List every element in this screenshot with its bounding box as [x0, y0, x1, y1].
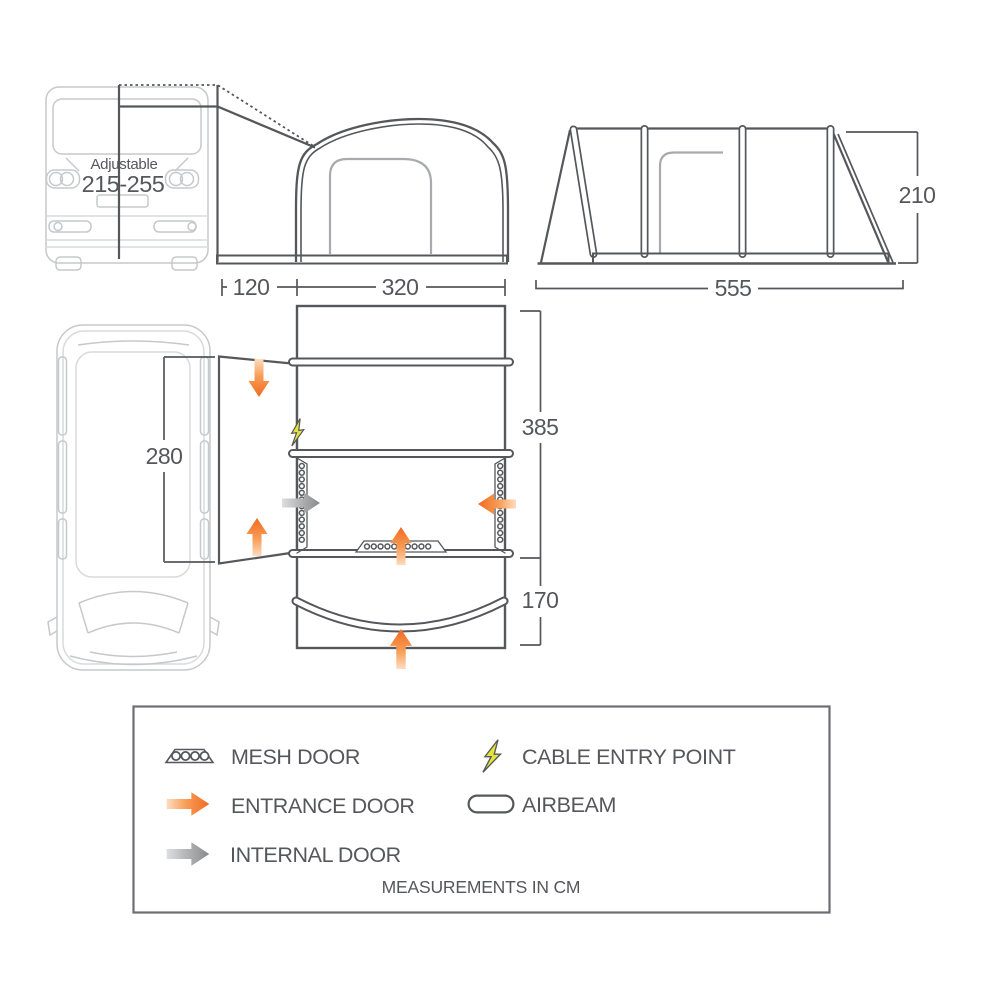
legend-airbeam-label: AIRBEAM	[522, 793, 616, 817]
legend-cable-entry-label: CABLE ENTRY POINT	[522, 745, 736, 769]
left-guy-line	[541, 130, 570, 263]
mesh-door-icon	[166, 750, 213, 763]
legend-entrance-door-label: ENTRANCE DOOR	[231, 794, 415, 818]
dimension-tunnel-width: 120	[232, 274, 270, 300]
dome-inner-beam	[301, 124, 503, 262]
side-view-airbeams	[574, 129, 831, 254]
front-door-outline	[330, 159, 431, 254]
dome-outer-beam	[296, 119, 508, 262]
legend-mesh-door-label: MESH DOOR	[231, 745, 360, 769]
awning-side-view	[538, 129, 897, 264]
right-guy-line-outer	[832, 130, 888, 262]
floor-plan-outline	[297, 306, 505, 648]
awning-front-view	[217, 119, 508, 264]
dimension-main-depth: 385	[521, 414, 559, 440]
adjustable-label: Adjustable	[90, 156, 158, 173]
dimension-porch-depth: 170	[521, 587, 559, 613]
side-door-outline	[660, 153, 723, 254]
legend-measurements-note: MEASUREMENTS IN CM	[381, 877, 581, 897]
dimension-side-length: 555	[714, 275, 752, 301]
right-guy-line-inner	[838, 134, 893, 263]
dimension-awning-width: 320	[381, 274, 419, 300]
ground-line	[217, 256, 507, 264]
adjustable-range-value: 215-255	[81, 171, 165, 197]
legend	[134, 707, 830, 913]
legend-internal-door-label: INTERNAL DOOR	[230, 843, 401, 867]
van-top-view	[48, 325, 219, 670]
dimension-van-opening-value: 280	[145, 443, 183, 469]
dimension-height-value: 210	[898, 182, 936, 208]
